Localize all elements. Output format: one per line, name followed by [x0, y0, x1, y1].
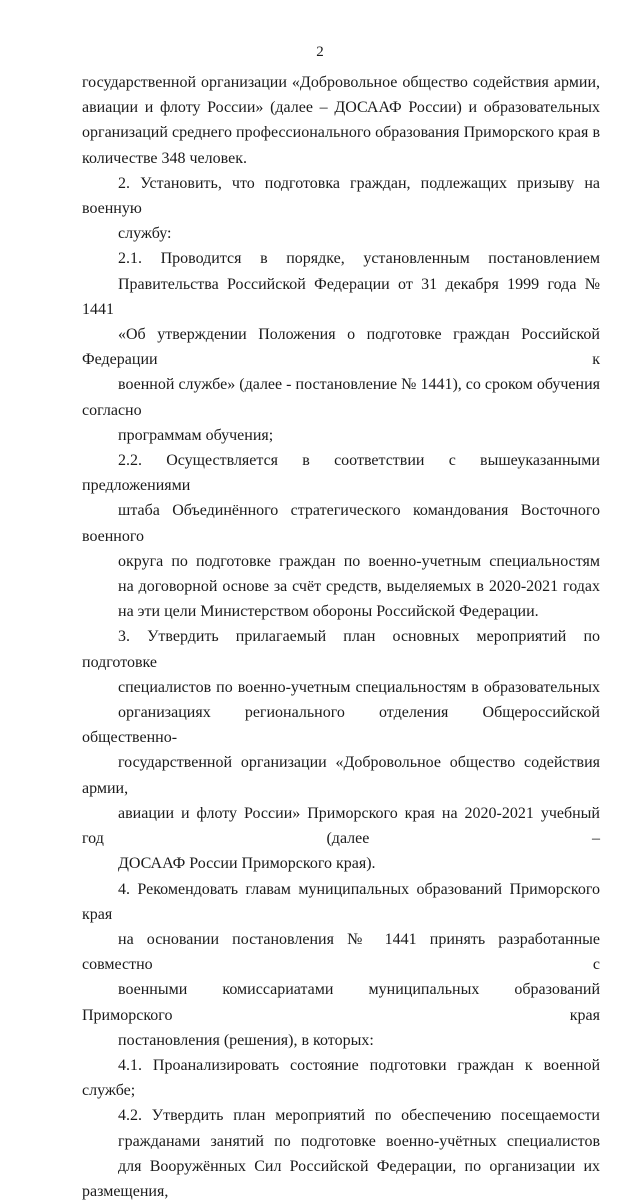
- text-line: военными комиссариатами муниципальных образований Приморского края: [82, 981, 600, 1024]
- text-line: 4. Рекомендовать главам муниципальных образований Приморского края: [82, 880, 600, 923]
- text-line: 3. Утвердить прилагаемый план основных мероприятий по подготовке: [82, 628, 600, 671]
- text-line: штаба Объединённого стратегического командования Восточного военного: [82, 502, 600, 545]
- text-line: количестве 348 человек.: [82, 149, 247, 167]
- text-line: Правительства Российской Федерации от 31 декабря 1999 года № 1441: [82, 275, 600, 318]
- text-line: организаций среднего профессионального образования Приморского края в: [82, 124, 600, 142]
- text-line: 4.1. Проанализировать состояние подготовки граждан к военной службе;: [82, 1056, 600, 1100]
- paragraph: [82, 70, 600, 171]
- text-line: военной службе» (далее - постановление № 1441), со сроком обучения согласно: [82, 376, 600, 419]
- paragraph: [82, 1103, 600, 1204]
- text-line: округа по подготовке граждан по военно-учетным специальностям: [118, 552, 600, 570]
- text-line: для Вооружённых Сил Российской Федерации, по организации их размещения,: [82, 1157, 600, 1200]
- text-line: программам обучения;: [118, 426, 274, 444]
- paragraph: [82, 1053, 600, 1103]
- text-line: службу:: [118, 225, 172, 243]
- text-line: авиации и флоту России» (далее – ДОСААФ России) и образовательных: [82, 99, 600, 117]
- paragraph: [82, 171, 600, 247]
- text-line: на эти цели Министерством обороны Российской Федерации.: [118, 603, 539, 621]
- text-line: «Об утверждении Положения о подготовке граждан Российской Федерации к: [82, 326, 600, 369]
- paragraph: [82, 448, 600, 624]
- text-line: 2.1. Проводится в порядке, установленным постановлением: [118, 250, 600, 268]
- paragraph: [82, 246, 600, 448]
- text-line: специалистов по военно-учетным специальностям в образовательных: [118, 678, 600, 696]
- text-line: государственной организации «Добровольное общество содействия армии,: [82, 754, 600, 797]
- document-body: [82, 70, 600, 1204]
- text-line: организациях регионального отделения Общероссийской общественно-: [82, 704, 600, 747]
- page-number: 2: [316, 44, 324, 60]
- text-line: на договорной основе за счёт средств, выделяемых в 2020-2021 годах: [118, 578, 600, 596]
- text-line: авиации и флоту России» Приморского края на 2020-2021 учебный год (далее –: [82, 804, 600, 848]
- text-line: ДОСААФ России Приморского края).: [118, 855, 376, 873]
- text-line: постановления (решения), в которых:: [118, 1031, 374, 1049]
- text-line: 2.2. Осуществляется в соответствии с вышеуказанными предложениями: [82, 452, 600, 495]
- paragraph: [82, 877, 600, 1053]
- text-line: гражданами занятий по подготовке военно-учётных специалистов: [118, 1132, 600, 1150]
- text-line: государственной организации «Добровольное общество содействия армии,: [82, 74, 600, 91]
- text-line: на основании постановления № 1441 принять разработанные совместно с: [82, 930, 600, 974]
- text-line: 4.2. Утвердить план мероприятий по обеспечению посещаемости: [118, 1107, 600, 1125]
- paragraph: [82, 624, 600, 876]
- text-line: 2. Установить, что подготовка граждан, подлежащих призыву на военную: [82, 174, 600, 218]
